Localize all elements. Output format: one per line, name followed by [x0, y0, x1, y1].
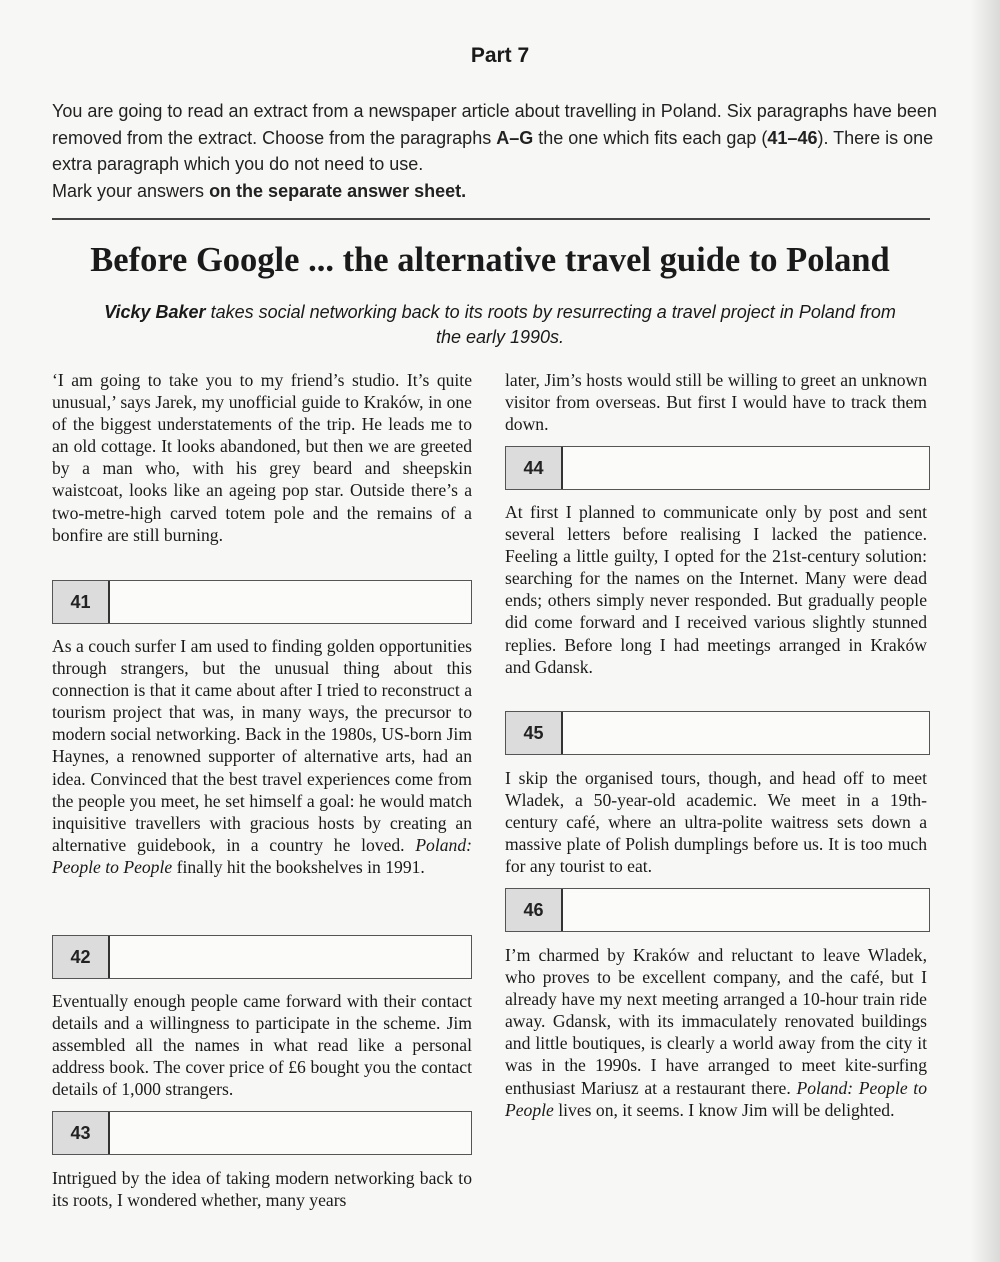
- guidebook-title: Poland: People to People: [505, 1077, 927, 1120]
- gap-number: 42: [53, 936, 110, 978]
- paragraph-6: At first I planned to communicate only by post and sent several letters before realising I lacked the patience. Feeling a little guilty, I opted for the 21st-century solution: searching for the names on the Internet. Many were dead ends; others simply never responded. But gradually people did come forward and I received various slightly stunned replies. Before long I had meetings arranged in Kraków and Gdansk.: [505, 502, 927, 677]
- guidebook-title: Poland: People to People: [52, 834, 472, 877]
- article-headline: Before Google ... the alternative travel guide to Poland: [90, 241, 890, 279]
- gap-41[interactable]: [52, 580, 472, 624]
- gap-42[interactable]: [52, 935, 472, 979]
- gap-44[interactable]: [505, 446, 930, 490]
- paragraph-5: later, Jim’s hosts would still be willing to greet an unknown visitor from overseas. But first I would have to track them down.: [505, 370, 927, 435]
- gap-number: 43: [53, 1112, 110, 1154]
- paragraph-8: I’m charmed by Kraków and reluctant to leave Wladek, who proves to be excellent company, and the café, but I already have my next meeting arranged a 10-hour train ride away. Gdansk, with its immaculately renovated buildings and little boutiques, is clearly a world away from the city it was in the 1990s. I have arranged to meet kite-surfing enthusiast Mariusz at a restaurant there. Poland: People to People lives on, it seems. I know Jim will be delighted.: [505, 945, 927, 1120]
- paragraph-3: Eventually enough people came forward with their contact details and a willingness to participate in the scheme. Jim assembled all the names in what read like a personal address book. The cover price of £6 bought you the contact details of 1,000 strangers.: [52, 991, 472, 1100]
- instructions-text: You are going to read an extract from a newspaper article about travelling in Poland. Six paragraphs have been removed from the extract. Choose from the paragraphs A–G the one which fits each gap (41–46). There is one extra paragraph which you do not need to use.: [52, 101, 937, 174]
- paragraph-7: I skip the organised tours, though, and head off to meet Wladek, a 50-year-old academic. We meet in a 19th-century café, where an ultra-polite waitress sets down a massive plate of Polish dumplings before us. It is too much for any tourist to eat.: [505, 768, 927, 877]
- article-standfirst: Vicky Baker takes social networking back to its roots by resurrecting a travel project in Poland from the early 1990s.: [104, 302, 896, 347]
- page-edge-shadow: [970, 0, 1000, 1262]
- gap-45[interactable]: [505, 711, 930, 755]
- divider-rule: [52, 218, 930, 220]
- part-title: Part 7: [470, 44, 530, 67]
- paragraph-4: Intrigued by the idea of taking modern networking back to its roots, I wondered whether, many years: [52, 1168, 472, 1211]
- gap-number: 41: [53, 581, 110, 623]
- gap-number: 46: [506, 889, 563, 931]
- gap-46[interactable]: [505, 888, 930, 932]
- task-instructions: [52, 98, 937, 204]
- author-name: Vicky Baker: [104, 302, 206, 322]
- instructions-mark: Mark your answers on the separate answer sheet.: [52, 180, 467, 201]
- gap-number: 45: [506, 712, 563, 754]
- gap-43[interactable]: [52, 1111, 472, 1155]
- gap-number: 44: [506, 447, 563, 489]
- paragraph-2: As a couch surfer I am used to finding golden opportunities through strangers, but the unusual thing about this connection is that it came about after I tried to reconstruct a tourism project that was, in many ways, the precursor to modern social networking. Back in the 1980s, US-born Jim Haynes, a renowned supporter of alternative arts, had an idea. Convinced that the best travel experiences come from the people you meet, he set himself a goal: he would match inquisitive travellers with gracious hosts by creating an alternative guidebook, in a country he loved. Poland: People to People finally hit the bookshelves in 1991.: [52, 636, 472, 877]
- paragraph-1: ‘I am going to take you to my friend’s studio. It’s quite unusual,’ says Jarek, my unofficial guide to Kraków, in one of the biggest understatements of the trip. He leads me to an old cottage. It looks abandoned, but then we are greeted by a man who, with his grey beard and sheepskin waistcoat, looks like an ageing pop star. Outside there’s a two-metre-high carved totem pole and the remains of a bonfire are still burning.: [52, 370, 472, 545]
